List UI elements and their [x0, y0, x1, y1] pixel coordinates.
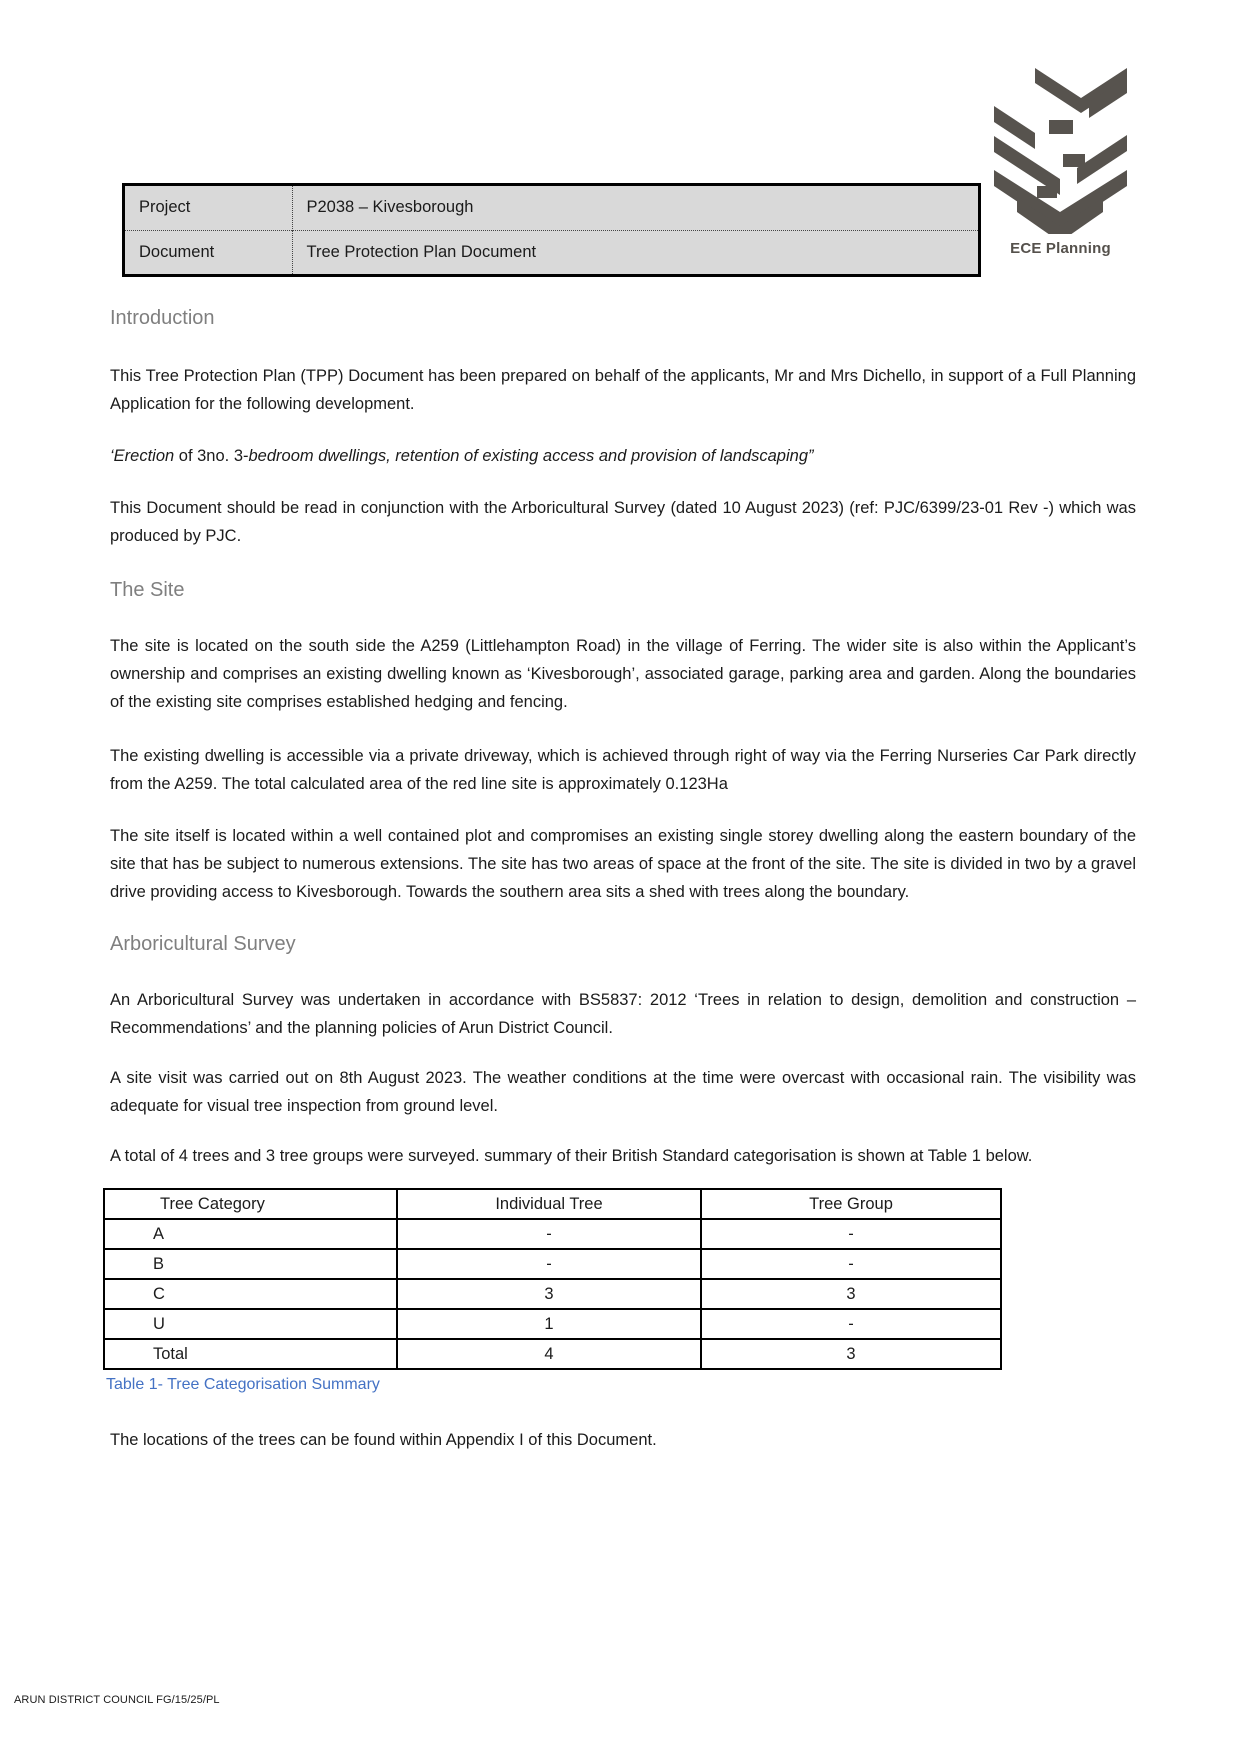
cell-category: A [104, 1219, 397, 1249]
document-value: Tree Protection Plan Document [292, 230, 978, 274]
paragraph-intro-1: This Tree Protection Plan (TPP) Document has been prepared on behalf of the applicants, Mr and Mrs Dichello, in support of a Full Planning Application for the following development. [110, 367, 1136, 413]
table-row [104, 1219, 1001, 1249]
project-label: Project [125, 186, 292, 230]
table-row [104, 1279, 1001, 1309]
paragraph-closing: The locations of the trees can be found within Appendix I of this Document. [110, 1431, 657, 1449]
project-meta-table [122, 183, 981, 277]
table-row-total [104, 1339, 1001, 1369]
col-header-tree-group: Tree Group [701, 1189, 1001, 1219]
cell-individual-total: 4 [397, 1339, 701, 1369]
cell-category: C [104, 1279, 397, 1309]
project-value: P2038 – Kivesborough [306, 198, 474, 217]
cell-individual: 3 [397, 1279, 701, 1309]
cell-category: B [104, 1249, 397, 1279]
paragraph-site-2: The existing dwelling is accessible via a private driveway, which is achieved through right of way via the Ferring Nurseries Car Park directly from the A259. The total calculated area of the red line site is approximately 0.123Ha [110, 747, 1136, 793]
paragraph-survey-2: A site visit was carried out on 8th August 2023. The weather conditions at the time were overcast with occasional rain. The visibility was adequate for visual tree inspection from ground level. [110, 1069, 1136, 1115]
cell-group: - [701, 1249, 1001, 1279]
quote-part-italic-2: bedroom dwellings, retention of existing access and provision of landscaping” [248, 447, 814, 465]
table-row [104, 1249, 1001, 1279]
chevron-stack-logo-icon [993, 62, 1128, 234]
paragraph-survey-1: An Arboricultural Survey was undertaken in accordance with BS5837: 2012 ‘Trees in relation to design, demolition and construction – Recommendations’ and the planning policies of Arun District Council. [110, 991, 1136, 1037]
meta-row-document [125, 230, 978, 274]
document-body [106, 306, 1136, 1454]
cell-group-total: 3 [701, 1339, 1001, 1369]
meta-row-project [125, 186, 978, 230]
company-logo [993, 62, 1128, 257]
heading-the-site: The Site [110, 579, 185, 601]
quote-part-roman: of 3no. 3- [178, 447, 249, 465]
tree-categorisation-table [103, 1188, 1002, 1370]
heading-arboricultural-survey: Arboricultural Survey [110, 933, 296, 955]
cell-group: - [701, 1309, 1001, 1339]
paragraph-site-1: The site is located on the south side the A259 (Littlehampton Road) in the village of Ferring. The wider site is also within the Applicant’s ownership and comprises an existing dwelling known as ‘Kivesborough’, associated garage, parking area and garden. Along the boundaries of the existing site comprises established hedging and fencing. [110, 637, 1136, 711]
heading-introduction: Introduction [110, 307, 215, 329]
col-header-tree-category: Tree Category [104, 1189, 397, 1219]
cell-category: U [104, 1309, 397, 1339]
quote-part-italic-1: ‘Erection [110, 447, 179, 465]
cell-group: - [701, 1219, 1001, 1249]
paragraph-site-3: The site itself is located within a well contained plot and compromises an existing single storey dwelling along the eastern boundary of the site that has be subject to numerous extensions. The site has two areas of space at the front of the site. The site is divided in two by a gravel drive providing access to Kivesborough. Towards the southern area sits a shed with trees along the boundary. [110, 827, 1136, 901]
page-footer-reference: ARUN DISTRICT COUNCIL FG/15/25/PL [14, 1694, 220, 1706]
cell-individual: - [397, 1219, 701, 1249]
cell-group: 3 [701, 1279, 1001, 1309]
logo-wordmark: ECE Planning [1010, 240, 1111, 257]
table-caption: Table 1- Tree Categorisation Summary [106, 1376, 380, 1393]
paragraph-survey-3: A total of 4 trees and 3 tree groups were surveyed. summary of their British Standard categorisation is shown at Table 1 below. [110, 1147, 1033, 1165]
cell-category-total: Total [104, 1339, 397, 1369]
col-header-individual-tree: Individual Tree [397, 1189, 701, 1219]
paragraph-development-quote [110, 442, 1136, 470]
table-row [104, 1309, 1001, 1339]
document-label: Document [125, 230, 292, 274]
cell-individual: - [397, 1249, 701, 1279]
cell-individual: 1 [397, 1309, 701, 1339]
table-header-row [104, 1189, 1001, 1219]
paragraph-intro-2: This Document should be read in conjunction with the Arboricultural Survey (dated 10 August 2023) (ref: PJC/6399/23-01 Rev -) which was produced by PJC. [110, 499, 1136, 545]
